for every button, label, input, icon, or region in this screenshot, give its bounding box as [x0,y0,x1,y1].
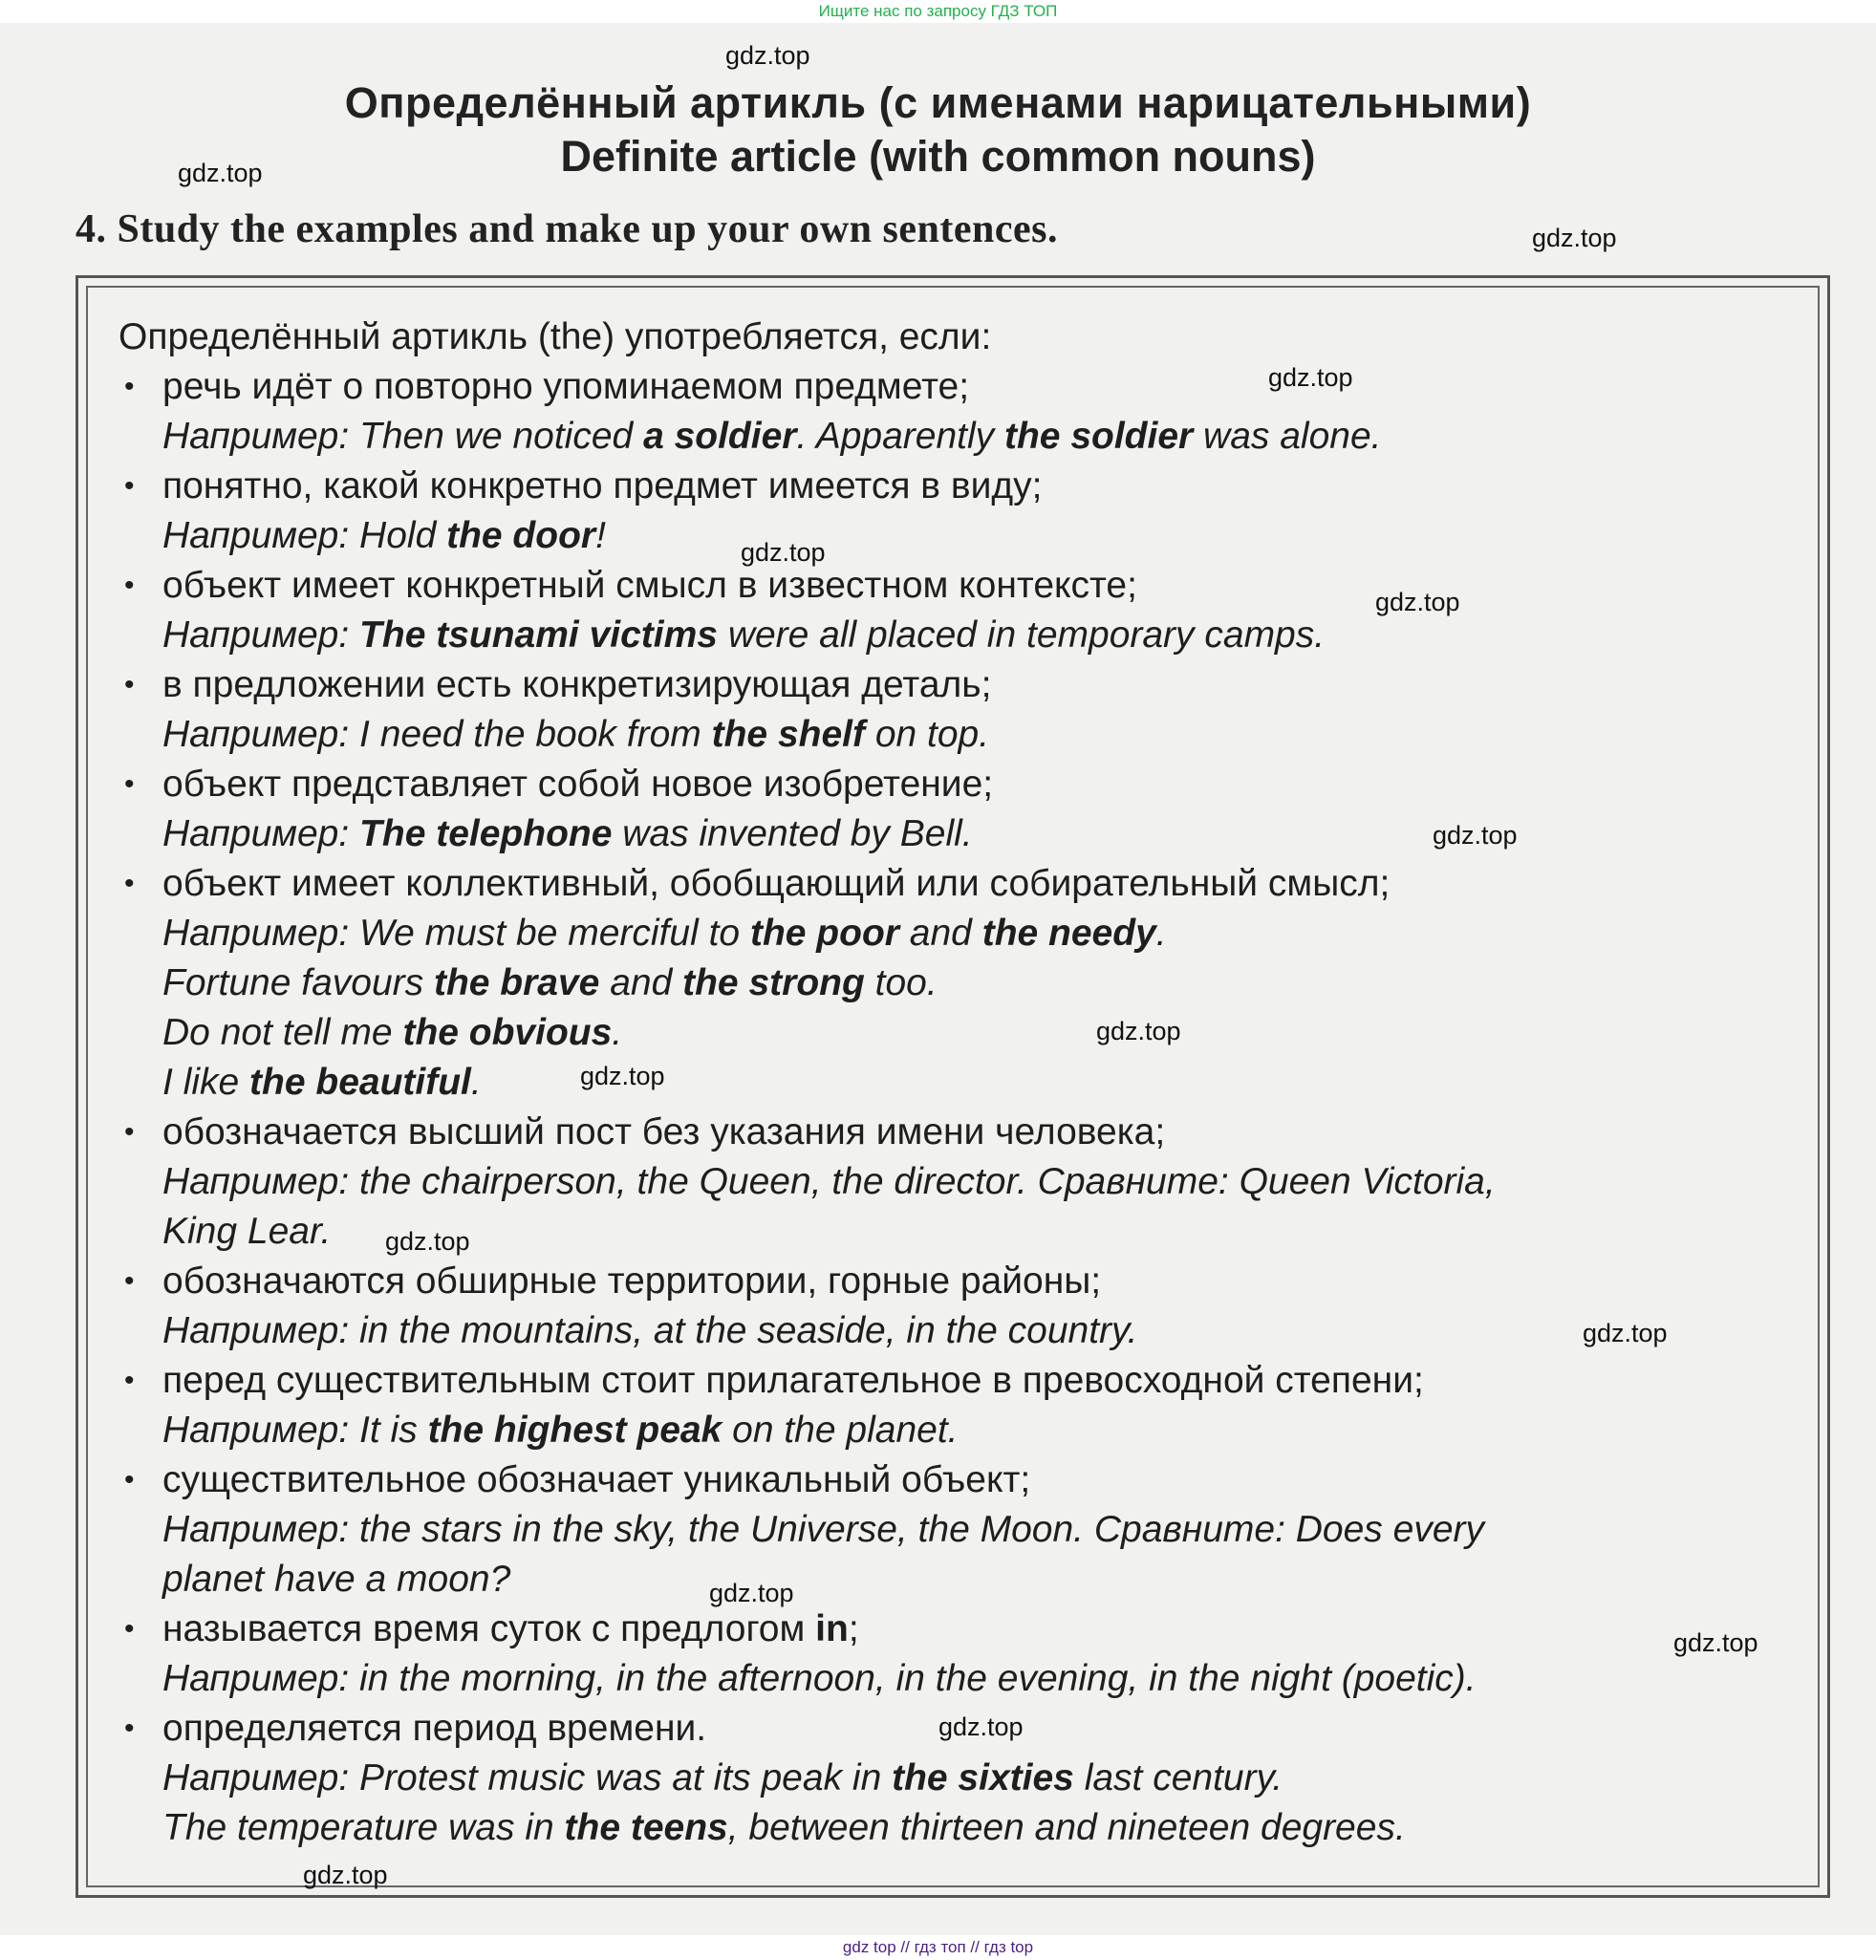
highlighted-phrase: in [815,1608,849,1649]
bullet-icon: • [124,1613,135,1645]
text-segment: перед существительным стоит прилагательное в превосходной степени; [162,1360,1424,1401]
example-line [119,611,1820,660]
bullet-icon: • [124,371,135,402]
watermark: gdz.top [580,1062,665,1090]
rule-item [119,362,1820,412]
bullet-icon: • [124,768,135,800]
text-segment: Например: We must be merciful to [162,913,750,954]
example-line [119,412,1820,462]
example-line [119,958,1820,1008]
text-segment: , between thirteen and nineteen degrees. [727,1807,1406,1848]
example-line [119,809,1820,859]
watermark: gdz.top [725,41,810,70]
highlighted-phrase: the teens [564,1807,728,1848]
watermark: gdz.top [1532,224,1617,252]
watermark: gdz.top [1433,821,1518,850]
text-segment: were all placed in temporary camps. [717,614,1326,656]
highlighted-phrase: The telephone [359,813,613,854]
rule-item [119,1108,1820,1157]
search-banner: Ищите нас по запросу ГДЗ ТОП [818,2,1058,20]
example-line [119,710,1820,760]
text-segment: too. [864,962,938,1003]
bullet-icon: • [124,669,135,700]
rule-item [119,1257,1820,1306]
text-segment: planet have a moon? [162,1559,511,1600]
highlighted-phrase: the poor [749,913,899,954]
highlighted-phrase: the needy [981,913,1156,954]
example-line [119,1654,1820,1704]
text-segment: was invented by Bell. [612,813,973,854]
example-line [119,511,1820,561]
watermark: gdz.top [303,1861,388,1889]
highlighted-phrase: the strong [682,962,865,1003]
text-segment: ; [848,1608,859,1649]
rule-item [119,660,1820,710]
text-segment: Например: the stars in the sky, the Universe, the Moon. Сравните: Does every [162,1509,1484,1550]
rule-item [119,561,1820,611]
watermark: gdz.top [709,1579,794,1607]
rule-item [119,462,1820,511]
text-segment: Fortune favours [162,962,434,1003]
text-segment: . [1155,913,1167,954]
text-segment: обозначается высший пост без указания имени человека; [162,1111,1166,1152]
example-line [119,1406,1820,1455]
text-segment: объект имеет коллективный, обобщающий или собирательный смысл; [162,863,1391,904]
text-segment: . [612,1012,623,1053]
watermark: gdz.top [1375,588,1460,616]
text-segment: ! [595,515,606,556]
text-segment: and [898,913,982,954]
task-heading: 4. Study the examples and make up your own sentences. [75,207,1058,251]
text-segment: . Apparently [796,416,1004,457]
highlighted-phrase: the highest peak [427,1410,722,1451]
text-segment: объект представляет собой новое изобретение; [162,764,994,805]
text-segment: понятно, какой конкретно предмет имеется в виду; [162,465,1043,506]
rules-content [119,312,1820,1853]
example-line [119,1306,1820,1356]
example-line [119,1754,1820,1803]
bullet-icon: • [124,570,135,601]
rule-item [119,760,1820,809]
highlighted-phrase: the shelf [711,714,865,755]
watermark: gdz.top [385,1227,470,1256]
rule-item [119,1356,1820,1406]
text-segment: Например: [162,614,360,656]
watermark: gdz.top [178,159,263,187]
text-segment: Do not tell me [162,1012,403,1053]
watermark: gdz.top [1583,1319,1668,1347]
text-segment: речь идёт о повторно упоминаемом предмете; [162,366,970,407]
watermark: gdz.top [1268,363,1353,392]
text-segment: Например: in the mountains, at the seaside, in the country. [162,1310,1138,1351]
example-line [119,1207,1820,1257]
text-segment: существительное обозначает уникальный объект; [162,1459,1031,1500]
text-segment: Например: the chairperson, the Queen, the director. Сравните: Queen Victoria, [162,1161,1496,1202]
page-title-english: Definite article (with common nouns) [560,132,1316,181]
example-line [119,1803,1820,1853]
highlighted-phrase: the obvious [402,1012,613,1053]
highlighted-phrase: a soldier [643,416,797,457]
watermark: gdz.top [938,1712,1024,1741]
text-segment: объект имеет конкретный смысл в известном контексте; [162,565,1137,606]
text-segment: называется время суток с предлогом [162,1608,816,1649]
text-segment: Например: Protest music was at its peak in [162,1757,893,1798]
text-segment: on top. [864,714,990,755]
example-line [119,1505,1820,1555]
bullet-icon: • [124,868,135,899]
intro-text [119,312,1820,362]
text-segment: on the planet. [722,1410,959,1451]
text-segment: . [470,1062,482,1103]
example-line [119,1008,1820,1058]
example-line [119,1555,1820,1605]
watermark: gdz.top [1673,1628,1758,1657]
rule-item [119,1455,1820,1505]
text-segment: The temperature was in [162,1807,565,1848]
text-segment: в предложении есть конкретизирующая деталь; [162,664,992,705]
text-segment: I like [162,1062,250,1103]
text-segment: обозначаются обширные территории, горные районы; [162,1260,1102,1302]
watermark: gdz.top [741,538,826,567]
text-segment: and [599,962,683,1003]
highlighted-phrase: the soldier [1003,416,1194,457]
bullet-icon: • [124,470,135,502]
rule-item [119,1605,1820,1654]
highlighted-phrase: the sixties [892,1757,1074,1798]
bullet-icon: • [124,1265,135,1297]
example-line [119,909,1820,958]
footer-links: gdz top // гдз топ // гдз top [842,1938,1034,1956]
text-segment: Например: Then we noticed [162,416,644,457]
bullet-icon: • [124,1712,135,1744]
example-line [119,1058,1820,1108]
text-segment: Например: I need the book from [162,714,712,755]
example-line [119,1157,1820,1207]
text-segment: Определённый артикль (the) употребляется, если: [119,316,992,357]
text-segment: Например: Hold [162,515,447,556]
highlighted-phrase: The tsunami victims [359,614,718,656]
text-segment: last century. [1073,1757,1283,1798]
bullet-icon: • [124,1464,135,1496]
text-segment: King Lear. [162,1211,332,1252]
text-segment: Например: in the morning, in the afternoon, in the evening, in the night (poetic). [162,1658,1477,1699]
highlighted-phrase: the beautiful [249,1062,471,1103]
text-segment: was alone. [1193,416,1382,457]
highlighted-phrase: the door [446,515,596,556]
bullet-icon: • [124,1365,135,1396]
text-segment: Например: [162,813,360,854]
watermark: gdz.top [1096,1017,1181,1045]
text-segment: определяется период времени. [162,1708,707,1749]
highlighted-phrase: the brave [433,962,600,1003]
bullet-icon: • [124,1116,135,1148]
rule-item [119,859,1820,909]
text-segment: Например: It is [162,1410,428,1451]
page-title-russian: Определённый артикль (с именами нарицательными) [344,78,1532,127]
